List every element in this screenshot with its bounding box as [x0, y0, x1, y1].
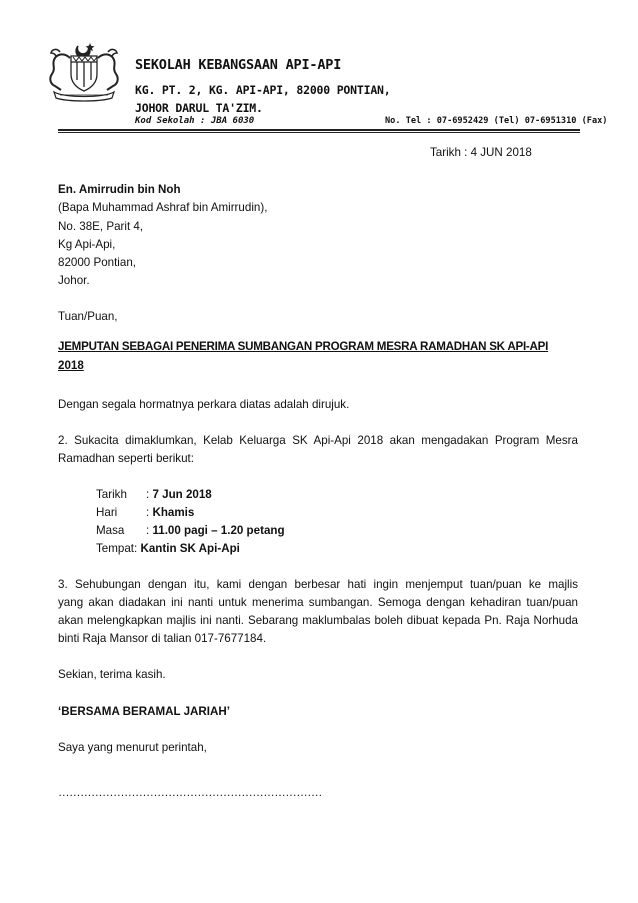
detail-label: Masa — [96, 524, 125, 537]
school-name: SEKOLAH KEBANGSAAN API-API — [135, 57, 342, 73]
paragraph-3-line: yang akan diadakan ini nanti untuk menerima sumbangan. Semoga dengan kehadiran tuan/puan — [58, 596, 578, 609]
school-phone: No. Tel : 07-6952429 (Tel) 07-6951310 (Fax) — [385, 116, 608, 126]
letter-date: Tarikh : 4 JUN 2018 — [430, 146, 532, 159]
recipient-line: Johor. — [58, 274, 90, 287]
letterhead-divider — [58, 129, 580, 131]
sign-off: Saya yang menurut perintah, — [58, 741, 207, 754]
coat-of-arms-logo — [46, 40, 122, 102]
school-address-line1: KG. PT. 2, KG. API-API, 82000 PONTIAN, — [135, 83, 391, 97]
detail-value: Kantin SK Api-Api — [140, 542, 240, 555]
paragraph-3-line: 3. Sehubungan dengan itu, kami dengan berbesar hati ingin menjemput tuan/puan ke majlis — [58, 578, 578, 591]
paragraph-3-line: akan melengkapkan majlis ini nanti. Sebarang maklumbalas boleh dibuat kepada Pn. Raja Norhuda — [58, 614, 578, 627]
detail-separator: : — [146, 524, 153, 537]
subject-line-year: 2018 — [58, 359, 84, 372]
recipient-line: 82000 Pontian, — [58, 256, 137, 269]
detail-separator: : — [146, 506, 153, 519]
detail-row-date — [96, 487, 212, 503]
paragraph-2-line: 2. Sukacita dimaklumkan, Kelab Keluarga SK Api-Api 2018 akan mengadakan Program Mesra — [58, 434, 578, 447]
salutation: Tuan/Puan, — [58, 310, 118, 323]
detail-value: Khamis — [152, 506, 195, 519]
recipient-line: (Bapa Muhammad Ashraf bin Amirrudin), — [58, 201, 268, 214]
recipient-line: No. 38E, Parit 4, — [58, 220, 144, 233]
detail-label: Tarikh — [96, 488, 127, 501]
detail-value: 7 Jun 2018 — [152, 488, 212, 501]
paragraph-3-line: binti Raja Mansor di talian 017-7677184. — [58, 632, 267, 645]
closing: Sekian, terima kasih. — [58, 668, 166, 681]
detail-row-place — [96, 541, 240, 557]
recipient-name: En. Amirrudin bin Noh — [58, 183, 181, 196]
detail-separator: : — [146, 488, 153, 501]
opening-paragraph: Dengan segala hormatnya perkara diatas adalah dirujuk. — [58, 398, 350, 411]
motto: ‘BERSAMA BERAMAL JARIAH’ — [58, 705, 230, 718]
detail-value: 11.00 pagi – 1.20 petang — [152, 524, 285, 537]
detail-label: Tempat — [96, 542, 135, 555]
letterhead-divider-thin — [58, 132, 580, 133]
detail-label: Hari — [96, 506, 118, 519]
paragraph-2-line: Ramadhan seperti berikut: — [58, 452, 194, 465]
detail-row-day — [96, 505, 194, 521]
school-code: Kod Sekolah : JBA 6030 — [135, 116, 255, 126]
school-address-line2: JOHOR DARUL TA'ZIM. — [135, 101, 263, 115]
subject-line: JEMPUTAN SEBAGAI PENERIMA SUMBANGAN PROGRAM MESRA RAMADHAN SK API-API — [58, 340, 549, 353]
detail-separator: : — [134, 542, 141, 555]
recipient-line: Kg Api-Api, — [58, 238, 116, 251]
signature-line: ……………………………………………………………… — [58, 786, 322, 799]
detail-row-time — [96, 523, 285, 539]
